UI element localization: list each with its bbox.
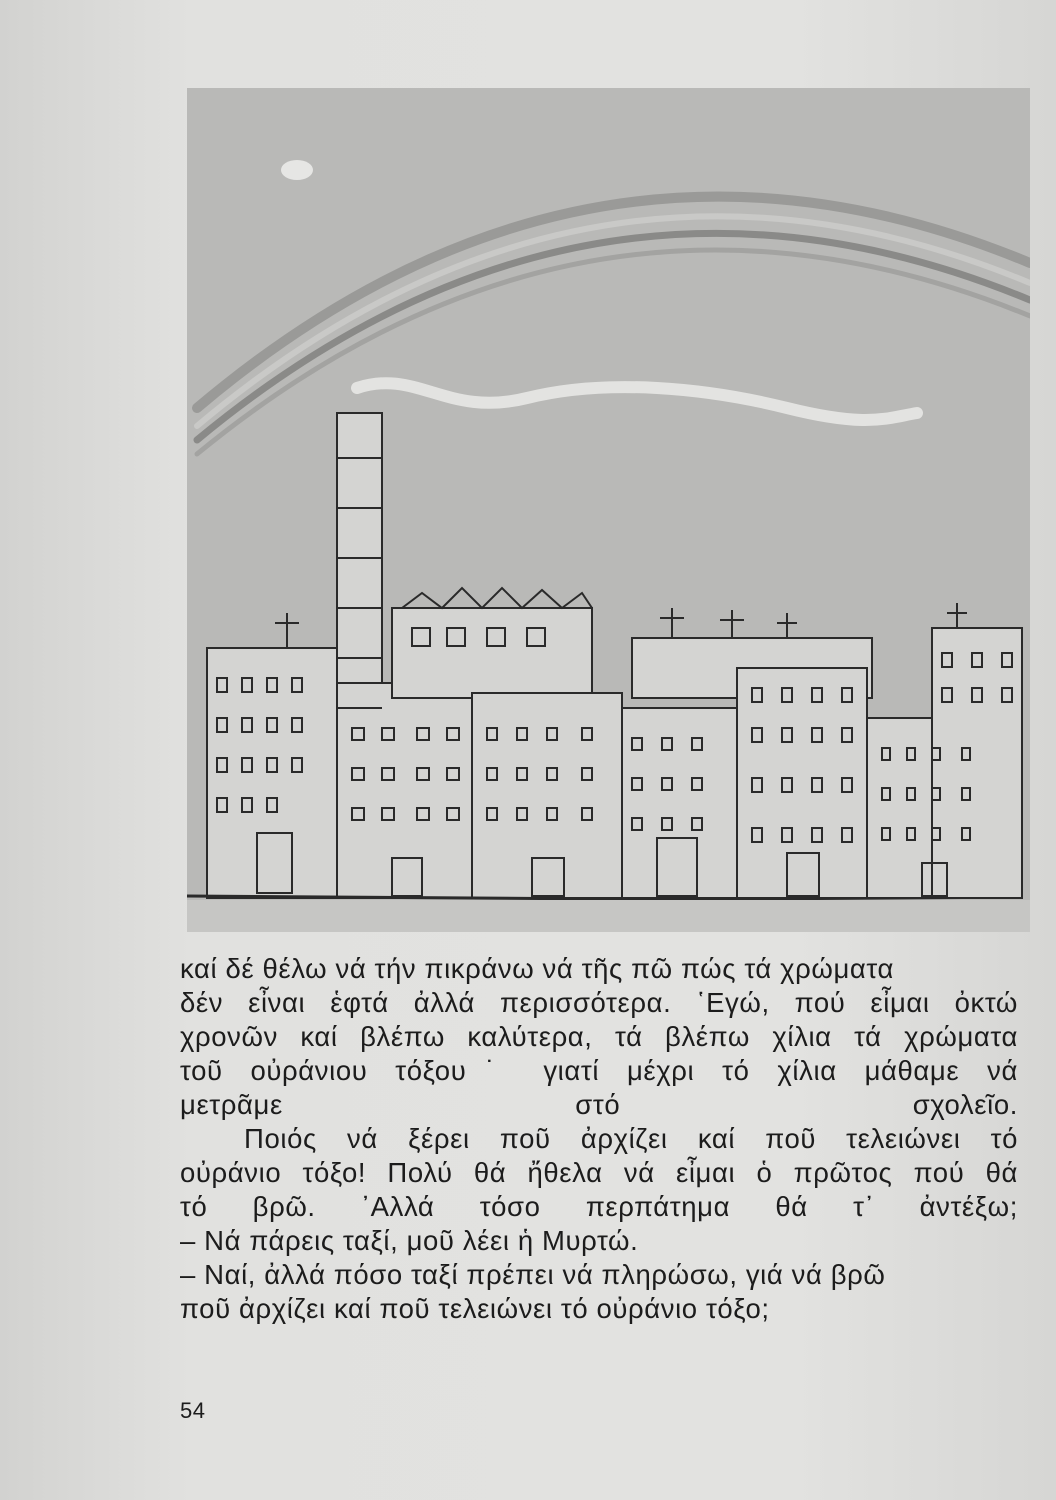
text-line xyxy=(180,1292,1018,1326)
text-line xyxy=(180,1156,1018,1190)
line-text: μετρᾶμε στό σχολεῖο. xyxy=(180,1089,1018,1120)
line-text: χρονῶν καί βλέπω καλύτερα, τά βλέπω χίλια τά χρώματα xyxy=(180,1021,1018,1052)
story-text xyxy=(180,952,1018,1326)
paragraph-1 xyxy=(180,952,1018,1122)
city-rainbow-illustration xyxy=(187,88,1030,932)
text-line xyxy=(180,1258,1018,1292)
line-text: τοῦ οὐράνιου τόξου˙ γιατί μέχρι τό χίλια μάθαμε νά xyxy=(180,1055,1018,1086)
line-text: ποῦ ἀρχίζει καί ποῦ τελειώνει τό οὐράνιο τόξο; xyxy=(180,1293,770,1324)
dialogue-1 xyxy=(180,1224,1018,1258)
illustration-drawing xyxy=(187,88,1030,932)
line-text: – Ναί, ἀλλά πόσο ταξί πρέπει νά πληρώσω, γιά νά βρῶ xyxy=(180,1259,886,1290)
line-text: δέν εἶναι ἑφτά ἀλλά περισσότερα. ῾Εγώ, πού εἶμαι ὀκτώ xyxy=(180,987,1018,1018)
line-text: καί δέ θέλω νά τήν πικράνω νά τῆς πῶ πώς τά χρώματα xyxy=(180,953,894,984)
text-line xyxy=(180,1020,1018,1054)
page-number: 54 xyxy=(180,1398,206,1423)
moon-shape xyxy=(281,160,313,180)
dialogue-2 xyxy=(180,1258,1018,1326)
line-text: Ποιός νά ξέρει ποῦ ἀρχίζει καί ποῦ τελειώνει τό xyxy=(244,1123,1018,1154)
paragraph-2 xyxy=(180,1122,1018,1224)
line-text: – Νά πάρεις ταξί, μοῦ λέει ἡ Μυρτώ. xyxy=(180,1225,639,1256)
text-line xyxy=(180,1054,1018,1088)
line-text: τό βρῶ. ᾿Αλλά τόσο περπάτημα θά τ᾿ ἀντέξω; xyxy=(180,1191,1018,1222)
text-line xyxy=(180,986,1018,1020)
text-line xyxy=(180,1224,1018,1258)
text-line xyxy=(180,1088,1018,1122)
text-line xyxy=(180,1190,1018,1224)
text-line xyxy=(180,1122,1018,1156)
line-text: οὐράνιο τόξο! Πολύ θά ἤθελα νά εἶμαι ὁ πρῶτος πού θά xyxy=(180,1157,1018,1188)
text-line xyxy=(180,952,1018,986)
